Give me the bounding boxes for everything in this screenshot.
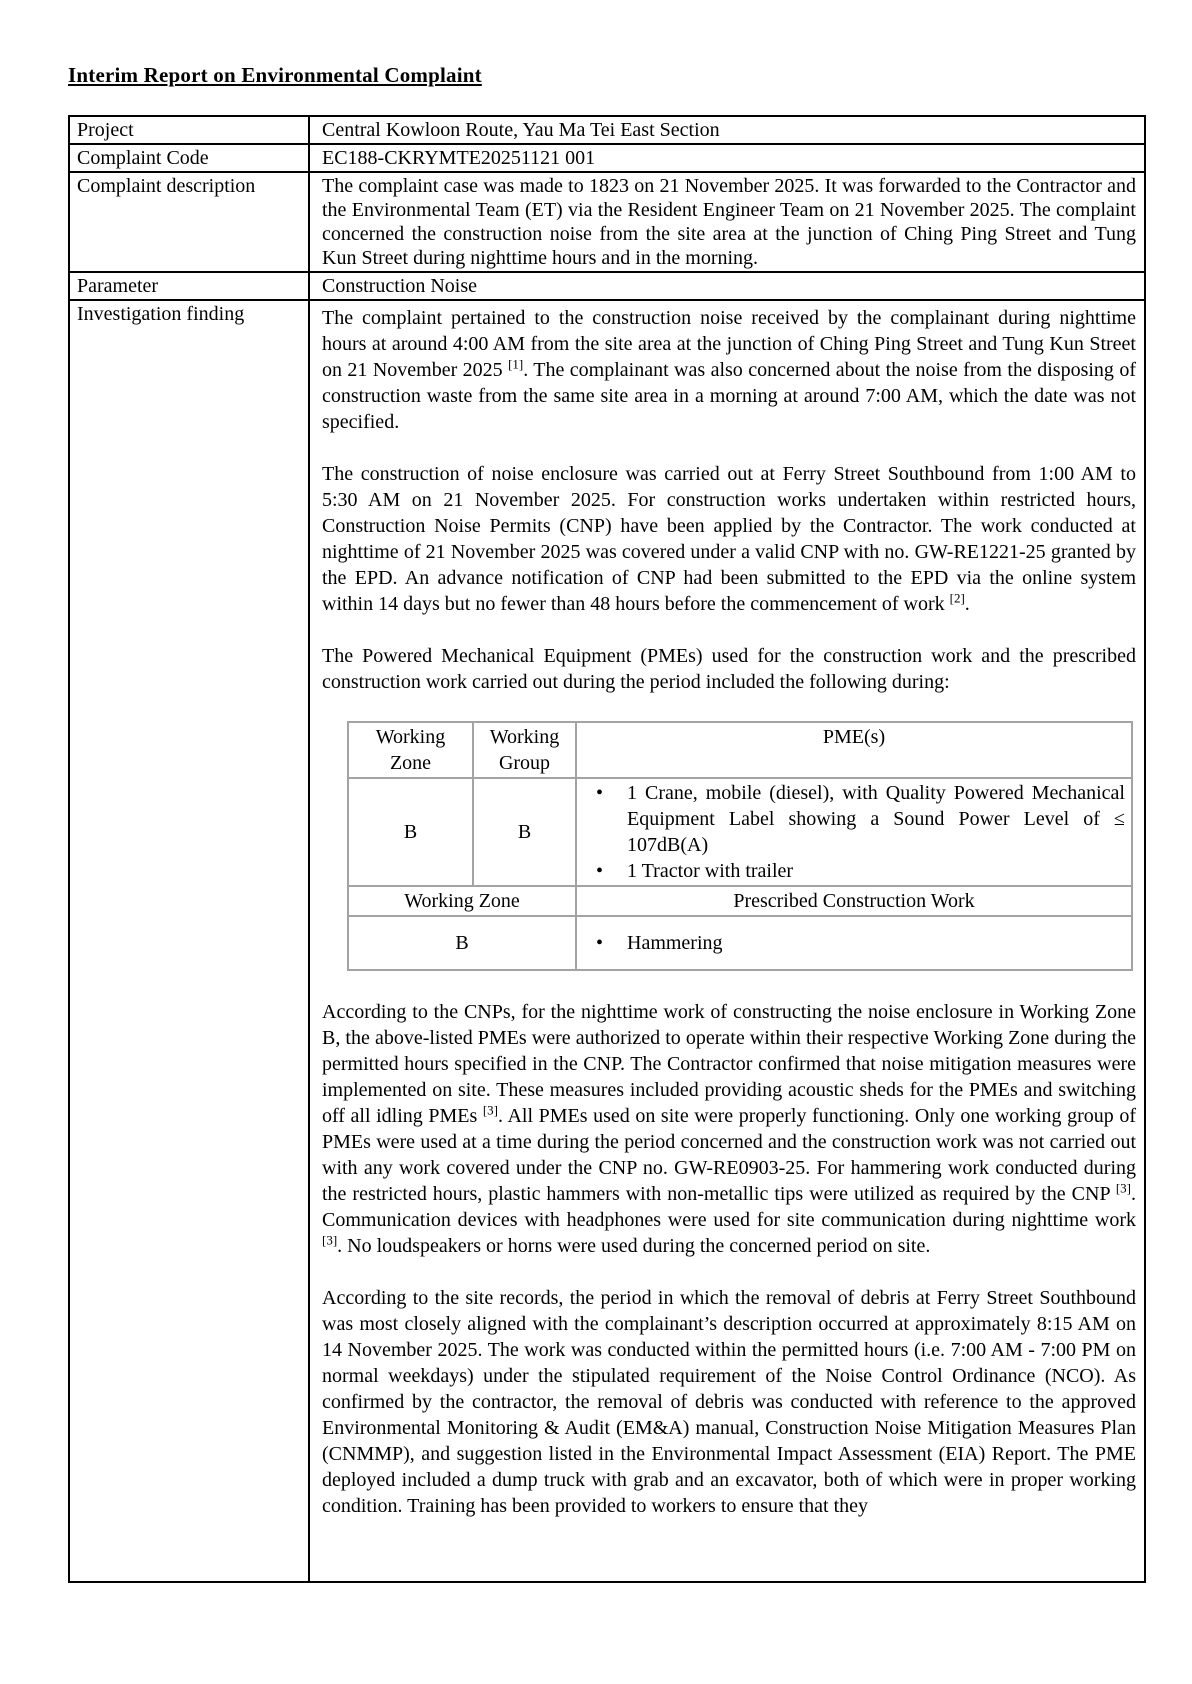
investigation-finding-value [309,300,1145,1582]
working-zone-value: B [348,778,473,886]
investigation-finding-label: Investigation finding [69,300,309,1582]
parameter-label: Parameter [69,272,309,300]
paragraph: The Powered Mechanical Equipment (PMEs) used for the construction work and the prescribed construction work carried out during the period included the following during: [322,645,1136,693]
pme-header-row [348,722,1132,778]
pme-list-item [581,858,1127,884]
paragraph: The complaint pertained to the construction noise received by the complainant during nighttime hours at around 4:00 AM from the site area at the junction of Ching Ping Street and Tung Kun Street on 21 November 2025 [1]. The complainant was also concerned about the noise from the disposing of construction waste from the same site area in a morning at around 7:00 AM, which the date was not specified. [322,307,1136,433]
working-zone-header: Working Zone [348,722,473,778]
working-group-value: B [473,778,576,886]
pme-data-row [348,778,1132,886]
complaint-description-value: The complaint case was made to 1823 on 21 November 2025. It was forwarded to the Contractor and the Environmental Team (ET) via the Resident Engineer Team on 21 November 2025. The complaint concerned the construction noise from the site area at the junction of Ching Ping Street and Tung Kun Street during nighttime hours and in the morning. [309,172,1145,272]
paragraph: The construction of noise enclosure was carried out at Ferry Street Southbound from 1:00 AM to 5:30 AM on 21 November 2025. For construction works undertaken within restricted hours, Construction Noise Permits (CNP) have been applied by the Contractor. The work conducted at nighttime of 21 November 2025 was covered under a valid CNP with no. GW-RE1221-25 granted by the EPD. An advance notification of CNP had been submitted to the EPD via the online system within 14 days but no fewer than 48 hours before the commencement of work [2]. [322,463,1136,615]
complaint-report-table [68,115,1146,1583]
bullet-icon: • [596,860,604,882]
pme-list-item [581,780,1127,858]
table-row-complaint-code [69,144,1145,172]
parameter-value: Construction Noise [309,272,1145,300]
pme-item-text: 1 Crane, mobile (diesel), with Quality Powered Mechanical Equipment Label showing a Sound Power Level of ≤ 107dB(A) [627,782,1125,856]
working-zone-header-2: Working Zone [348,886,576,916]
paragraph: According to the CNPs, for the nighttime work of constructing the noise enclosure in Working Zone B, the above-listed PMEs were authorized to operate within their respective Working Zone during the permitted hours specified in the CNP. The Contractor confirmed that noise mitigation measures were implemented on site. These measures included providing acoustic sheds for the PMEs and switching off all idling PMEs [3]. All PMEs used on site were properly functioning. Only one working group of PMEs were used at a time during the period concerned and the construction work was not carried out with any work covered under the CNP no. GW-RE0903-25. For hammering work conducted during the restricted hours, plastic hammers with non-metallic tips were utilized as required by the CNP [3]. Communication devices with headphones were used for site communication during nighttime work [3]. No loudspeakers or horns were used during the concerned period on site. [322,1001,1136,1257]
table-row-project [69,116,1145,144]
work-list-item [581,930,1127,956]
footnote-marker: [1] [508,356,524,372]
complaint-code-label: Complaint Code [69,144,309,172]
investigation-content [310,301,1144,1581]
work-item-text: Hammering [627,932,723,954]
project-label: Project [69,116,309,144]
bullet-icon: • [596,932,604,954]
working-group-header: Working Group [473,722,576,778]
working-zone-value-2: B [348,916,576,970]
bullet-icon: • [596,782,604,804]
investigation-paragraphs-before [322,305,1136,695]
footnote-marker: [2] [949,590,965,606]
investigation-paragraphs-after [322,999,1136,1519]
prescribed-work-list [576,916,1132,970]
complaint-description-label: Complaint description [69,172,309,272]
pme-table [347,721,1133,971]
prescribed-work-header-row [348,886,1132,916]
table-row-parameter [69,272,1145,300]
page-title: Interim Report on Environmental Complaint [68,63,482,87]
prescribed-work-header: Prescribed Construction Work [576,886,1132,916]
footnote-marker: [3] [482,1102,499,1118]
table-row-complaint-description [69,172,1145,272]
pmes-header: PME(s) [576,722,1132,778]
pme-list [576,778,1132,886]
project-value: Central Kowloon Route, Yau Ma Tei East Section [309,116,1145,144]
pme-item-text: 1 Tractor with trailer [627,860,794,882]
footnote-marker: [3] [1115,1180,1131,1196]
table-row-investigation-finding [69,300,1145,1582]
footnote-marker: [3] [322,1232,338,1248]
prescribed-work-data-row [348,916,1132,970]
complaint-code-value: EC188-CKRYMTE20251121 001 [309,144,1145,172]
paragraph: According to the site records, the period in which the removal of debris at Ferry Street Southbound was most closely aligned with the complainant’s description occurred at approximately 8:15 AM on 14 November 2025. The work was conducted within the permitted hours (i.e. 7:00 AM - 7:00 PM on normal weekdays) under the stipulated requirement of the Noise Control Ordinance (NCO). As confirmed by the contractor, the removal of debris was conducted with reference to the approved Environmental Monitoring & Audit (EM&A) manual, Construction Noise Mitigation Measures Plan (CNMMP), and suggestion listed in the Environmental Impact Assessment (EIA) Report. The PME deployed included a dump truck with grab and an excavator, both of which were in proper working condition. Training has been provided to workers to ensure that they [322,1287,1136,1517]
